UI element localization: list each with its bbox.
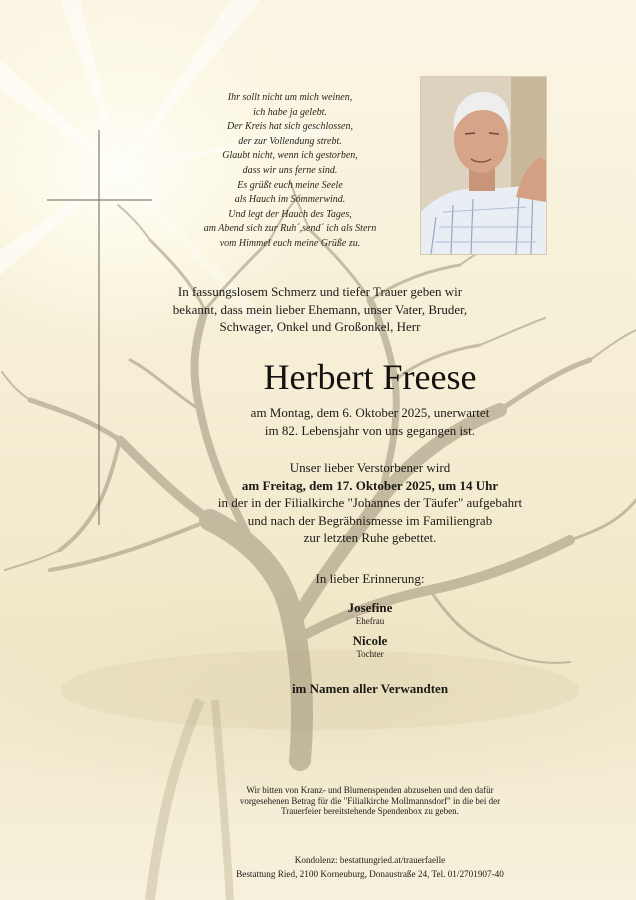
remembrance-label: In lieber Erinnerung:: [315, 571, 425, 586]
poem-line: dass wir uns ferne sind.: [242, 164, 338, 176]
intro-text: [150, 283, 490, 336]
mourner-name: Josefine: [347, 600, 393, 615]
funeral-line: zur letzten Ruhe gebettet.: [303, 530, 437, 546]
donation-line: vorgesehenen Betrag für die "Filialkirche Mollmannsdorf" in die bei der: [239, 795, 501, 806]
mourner-relation: Ehefrau: [355, 616, 385, 626]
donation-note: [170, 785, 570, 817]
mourner-relation: Tochter: [356, 649, 384, 659]
poem-line: vom Himmel euch meine Grüße zu.: [219, 237, 361, 249]
intro-line: In fassungslosem Schmerz und tiefer Trauer geben wir: [177, 284, 463, 299]
funeral-line: und nach der Begräbnismesse im Familiengrab: [247, 512, 493, 528]
death-notice-line: am Montag, dem 6. Oktober 2025, unerwartet: [250, 405, 490, 420]
portrait-photo: [420, 76, 547, 255]
poem-line: der zur Vollendung strebt.: [238, 135, 342, 147]
condolence-link[interactable]: Kondolenz: bestattungried.at/trauerfaelle: [294, 855, 446, 865]
funeral-date: am Freitag, dem 17. Oktober 2025, um 14 Uhr: [241, 477, 499, 493]
donation-line: Trauerfeier bereitstehende Spendenbox zu geben.: [281, 806, 459, 817]
poem-line: als Hauch im Sommerwind.: [234, 194, 346, 206]
funeral-details: [170, 459, 570, 547]
death-notice-line: im 82. Lebensjahr von uns gegangen ist.: [264, 422, 476, 438]
poem-line: Und legt der Hauch des Tages,: [228, 208, 352, 220]
donation-line: Wir bitten von Kranz- und Blumenspenden abzusehen und den dafür: [246, 785, 494, 795]
death-notice: [170, 404, 570, 439]
cross-icon: [47, 130, 152, 525]
intro-line: Schwager, Onkel und Großonkel, Herr: [219, 319, 421, 335]
mourner-name: Nicole: [352, 633, 388, 648]
deceased-name: Herbert Freese: [263, 357, 477, 397]
mourner-entry: [270, 633, 470, 660]
poem-line: am Abend sich zur Ruh´,send´ ich als Stern: [203, 223, 377, 235]
poem-line: ich habe ja gelebt.: [253, 106, 327, 118]
funeral-home-address: Bestattung Ried, 2100 Korneuburg, Donaustraße 24, Tel. 01/2701907-40: [236, 869, 504, 879]
mourner-entry: [270, 600, 470, 627]
contact-info: [170, 853, 570, 881]
funeral-line: Unser lieber Verstorbener wird: [289, 460, 451, 475]
poem-line: Glaubt nicht, wenn ich gestorben,: [222, 150, 358, 162]
poem-line: Es grüßt euch meine Seele: [237, 179, 343, 191]
family-line: im Namen aller Verwandten: [291, 681, 449, 696]
poem: [180, 91, 400, 252]
intro-line: bekannt, dass mein lieber Ehemann, unser Vater, Bruder,: [172, 301, 468, 317]
funeral-line: in der in der Filialkirche "Johannes der Täufer" aufgebahrt: [217, 495, 523, 511]
poem-line: Ihr sollt nicht um mich weinen,: [227, 92, 353, 103]
poem-line: Der Kreis hat sich geschlossen,: [226, 121, 353, 133]
